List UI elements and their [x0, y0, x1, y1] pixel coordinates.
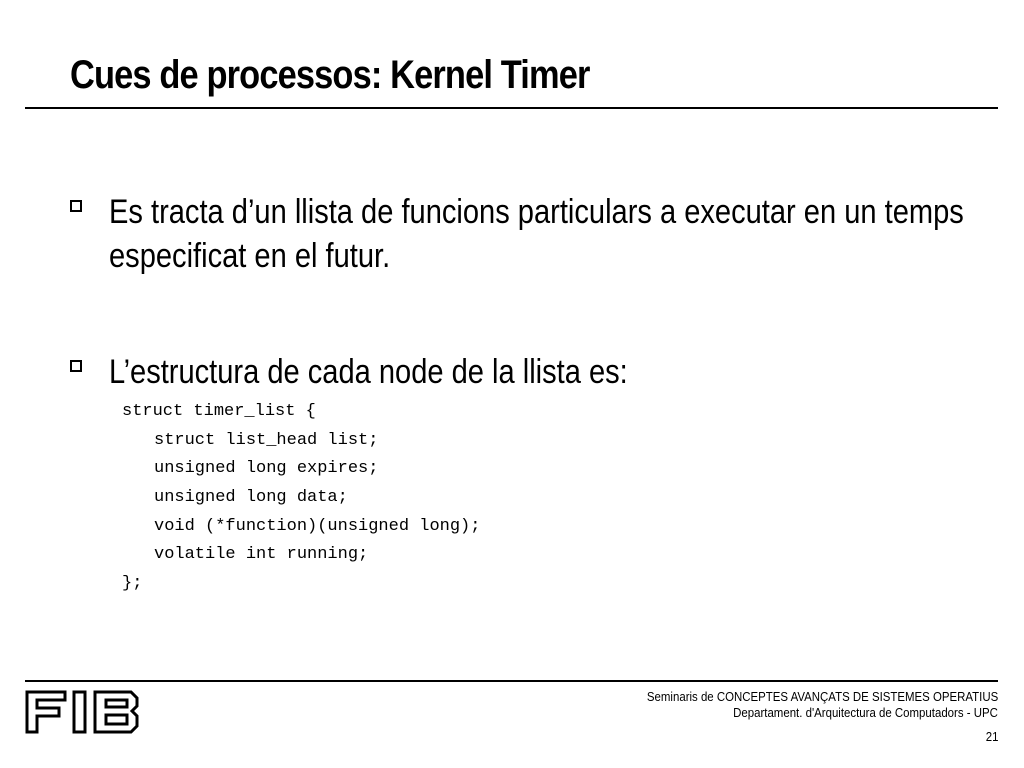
footer-course-title: Seminaris de CONCEPTES AVANÇATS DE SISTEMES OPERATIUS — [646, 689, 998, 704]
fib-logo — [25, 690, 139, 734]
title-divider — [25, 107, 998, 109]
code-line: void (*function)(unsigned long); — [154, 516, 481, 536]
code-line: unsigned long data; — [154, 488, 348, 508]
code-line: }; — [122, 574, 143, 594]
square-bullet-icon — [70, 360, 82, 372]
footer-department: Departament. d'Arquitectura de Computadors - UPC — [733, 705, 998, 720]
code-line: unsigned long expires; — [154, 459, 379, 479]
code-line: volatile int running; — [154, 545, 369, 565]
page-number: 21 — [985, 729, 998, 744]
bullet-text: Es tracta d’un llista de funcions particulars a executar en un temps especificat en el futur. — [109, 193, 964, 275]
slide-title: Cues de processos: Kernel Timer — [70, 53, 590, 97]
square-bullet-icon — [70, 200, 82, 212]
code-block — [122, 398, 480, 599]
code-line: struct timer_list { — [122, 402, 316, 421]
footer-divider — [25, 680, 998, 682]
bullet-text: L’estructura de cada node de la llista es: — [109, 353, 628, 391]
code-line: struct list_head list; — [154, 430, 379, 450]
